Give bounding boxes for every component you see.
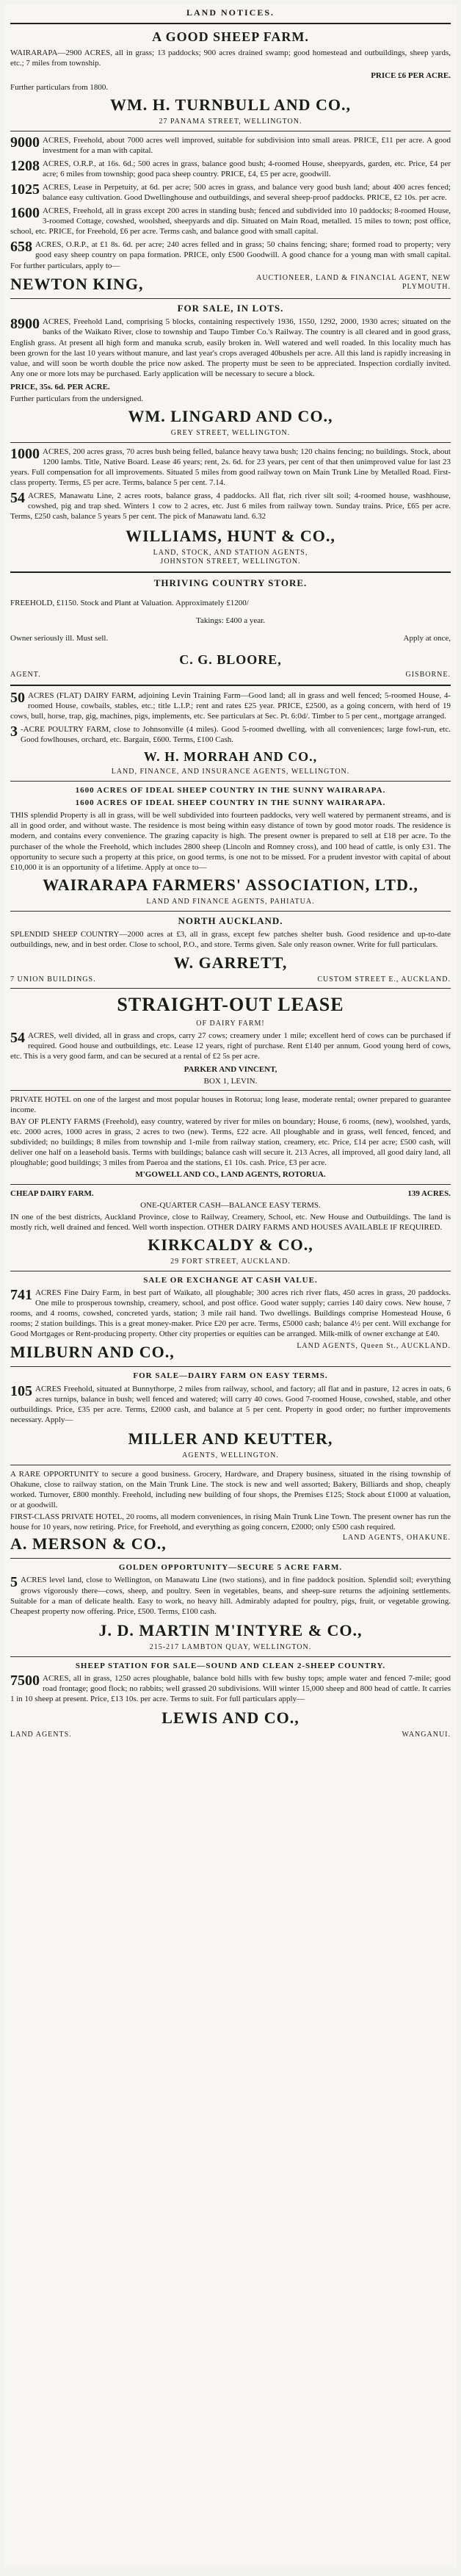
agent-town: GISBORNE. (405, 671, 451, 679)
agent-address: JOHNSTON STREET, WELLINGTON. (160, 558, 301, 566)
ad-body: THIS splendid Property is all in grass, will be well subdivided into fourteen paddocks, very well watered by permanent streams, and is all in good order, and without waste. The residence is most being within easy distance of town by good motor roads. The residence is modern, and contains every convenience. The grazing capacity is high. The present owner is prepared to sell at £18 per acre. To the purchaser of the whole the Freehold, which includes 2800 sheep (Lincoln and Romney cross), and 100 head of cattle, is only £31. The opportunity to secure such a property at this price, on good terms, is one not to be missed. For a prudent investor with capital of about £10,000 it is an opportunity of a lifetime. Apply at once to— (10, 811, 451, 872)
ad-title: CHEAP DAIRY FARM. (10, 1188, 94, 1198)
agent-name: MILLER AND KEUTTER, (128, 1429, 333, 1448)
agent-footer (10, 975, 451, 985)
listing (10, 1288, 451, 1339)
agent-address: CUSTOM STREET E., AUCKLAND. (317, 975, 451, 984)
listing (10, 239, 451, 270)
divider (10, 1366, 451, 1367)
divider (10, 911, 451, 912)
store-apply: Apply at once, (403, 634, 451, 643)
agent-name: LEWIS AND CO., (161, 1709, 300, 1728)
listing-text: ACRES, O.R.P., at £1 8s. 6d. per acre; 240 acres felled and in grass; 50 chains fencing; share; formed road to property; very good easy sheep country on papa formation. PRICE, only £500 Goodwill. A good chance for a young man with small capital. For further particulars, apply to— (10, 240, 451, 270)
agent-address: 215-217 LAMBTON QUAY, WELLINGTON. (149, 1642, 312, 1651)
listing-text: ACRES (FLAT) DAIRY FARM, adjoining Levin Training Farm—Good land; all in grass and well fenced; 5-roomed House, 4-roomed House, cowbails, stables, etc.; title L.I.P.; rent and rates £25 year. PRICE, £2500, as a going concern, with herd of 19 cows, bull, horse, trap, gig, machines, pigs, implements, etc. See particulars at Sec. Pt. 6:0d/. Timber to 5 per cent., mortgage arranged. (10, 690, 451, 721)
listing (10, 159, 451, 179)
ad-title: GOLDEN OPPORTUNITY—SECURE 5 ACRE FARM. (118, 1563, 343, 1573)
listing-text: ACRES, Manawatu Line, 2 acres roots, balance grass, 4 paddocks. All flat, rich river silt soil; 4-roomed house, washhouse, cowshed, pig and trap shed. Winters 1 cow to 2 acres, etc. Just 6 miles from railway town. Sunday trains. Price, £65 per acre. Terms, £250 cash, balance 5 years 5 per cent. The pick of Manawatu land. 6.32 (10, 491, 451, 522)
agent-town: WANGANUI. (402, 1731, 451, 1739)
listing-text: -ACRE POULTRY FARM, close to Johnsonville (4 miles). Good 5-roomed dwelling, with all conveniences; large fowl-run, etc. Good fowlhouses, orchard, etc. Bargain, £600. Terms, £100 Cash. (21, 725, 451, 745)
ad-title: SHEEP STATION FOR SALE—SOUND AND CLEAN 2-SHEEP COUNTRY. (75, 1661, 386, 1670)
divider (10, 1184, 451, 1185)
store-owner: Owner seriously ill. Must sell. (10, 634, 109, 643)
agent-address: 27 PANAMA STREET, WELLINGTON. (159, 117, 302, 126)
divider (10, 1558, 451, 1559)
store-takings: Takings: £400 a year. (196, 616, 265, 625)
agent-desc: AUCTIONEER, LAND & FINANCIAL AGENT, NEW PLYMOUTH. (256, 273, 451, 292)
agent-name: WILLIAMS, HUNT & CO., (126, 526, 335, 545)
listing (10, 690, 451, 721)
listing-acres: 1600 (10, 205, 40, 222)
agent-name: WM. H. TURNBULL AND CO., (110, 95, 351, 114)
listing-acres: 54 (10, 1029, 25, 1046)
agent-desc: LAND AGENTS, OHAKUNE. (342, 1534, 451, 1543)
agent-name: W. GARRETT, (173, 953, 288, 972)
agent-name: NEWTON KING, (10, 274, 144, 293)
ad-further: Further particulars from 1800. (10, 82, 109, 92)
ad-title: 1600 ACRES OF IDEAL SHEEP COUNTRY IN THE SUNNY WAIRARAPA. (75, 798, 386, 808)
listing (10, 1384, 451, 1425)
divider (10, 781, 451, 782)
listing-acres: 50 (10, 689, 25, 706)
listing-text: ACRES, Lease in Perpetuity, at 6d. per acre; 500 acres in grass, and balance very good bush land; about 400 acres fenced; balance easy cultivation. Good Dwellinghouse and outbuildings, and several sheep-proof paddocks. PRICE, £2 10s. per acre. (43, 182, 451, 203)
listing-text: ACRES level land, close to Wellington, on Manawatu Line (two stations), and in fine paddock position. Splendid soil; everything grows vigorously there—cows, sheep, and poultry. Seen in vegetables, beans, and sheep-sure returns the adjoining settlements. Suitable for a man of delicate health. Easy to work, no heavy hill. Admirably adapted for poultry, pigs, fruit, or vegetable growing. Cheapest property now offering. Price, £500. Terms, £100 cash. (10, 1576, 451, 1616)
ad-title: THRIVING COUNTRY STORE. (153, 577, 308, 589)
agent-name: WAIRARAPA FARMERS' ASSOCIATION, LTD., (43, 875, 418, 894)
divider (10, 298, 451, 299)
agent-desc: AGENTS, WELLINGTON. (182, 1451, 279, 1460)
ad-acres: 139 ACRES. (407, 1188, 451, 1198)
ad-title: A GOOD SHEEP FARM. (152, 29, 309, 45)
agent-role: AGENT. (10, 671, 41, 679)
listing-acres: 105 (10, 1382, 32, 1399)
agent-desc: LAND AGENTS, Queen St., AUCKLAND. (297, 1342, 451, 1351)
ad-subtitle: ONE-QUARTER CASH—BALANCE EASY TERMS. (140, 1200, 321, 1210)
agent-address: 7 UNION BUILDINGS. (10, 975, 96, 984)
listing-acres: 8900 (10, 316, 40, 333)
ad-subtitle: OF DAIRY FARM! (196, 1019, 265, 1028)
ad-body: WAIRARAPA—2900 ACRES, all in grass; 13 paddocks; 900 acres drained swamp; good homestead and outbuildings, sheep yards, etc.; 7 miles from township. (10, 48, 451, 68)
agent-name: PARKER AND VINCENT, (184, 1064, 277, 1074)
listing-text: ACRES Fine Dairy Farm, in best part of Waikato, all ploughable; 300 acres rich river flats, 450 acres in grass, 20 paddocks. One mile to prosperous township, creamery, school, and post office. Good water supply; carries 140 dairy cows. New house, 7 rooms, and 4 rooms, cowshed, concreted yards, station; 3 mile rail hand. Two dwellings. Buildings comprise Homestead House, 6 rooms; 2 station buildings. This is a great money-maker. Price £20 per acre. Terms, £5000 cash; balance 4½ per cent. Will exchange for Good Mortgages or Rent-producing property. Other city properties or equities can be arranged. Milk-milk of owner exchange at £40. (10, 1288, 451, 1339)
listing-acres: 5 (10, 1574, 18, 1591)
ad-further: Further particulars from the undersigned. (10, 394, 144, 403)
listing-text: ACRES, well divided, all in grass and crops, carry 27 cows; creamery under 1 mile; excellent herd of cows can be purchased if required. Good house and outbuildings, etc. Lease 12 years, right of purchase. Rent £140 per annum. Good young herd of cows, etc. This is a very good farm, and can be secured at a rental of £2 5s per acre. (10, 1031, 451, 1061)
divider (10, 442, 451, 443)
divider (10, 685, 451, 686)
agent-name: MILBURN AND CO., (10, 1343, 175, 1362)
listing (10, 1031, 451, 1061)
listing-acres: 7500 (10, 1672, 40, 1689)
section-header: LAND NOTICES. (186, 7, 275, 18)
agent-desc: LAND AND FINANCE AGENTS, PAHIATUA. (146, 897, 315, 906)
agent-name: J. D. MARTIN M'INTYRE & CO., (98, 1620, 363, 1639)
listing-acres: 1000 (10, 445, 40, 462)
ad-body: IN one of the best districts, Auckland Province, close to Railway, Creamery, School, etc. New House and Outbuildings. The land is mostly rich, well drained and fenced. Well worth inspection. OTHER DAIRY FARMS AND HOUSES AVAILABLE IF REQUIRED. (10, 1212, 451, 1232)
agent-desc: LAND, FINANCE, AND INSURANCE AGENTS, WELLINGTON. (111, 768, 350, 776)
listing-text: ACRES, Freehold Land, comprising 5 blocks, containing respectively 1936, 1550, 1292, 2000, 1930 acres; situated on the banks of the Waikato River, close to township and Taupo Timber Co.'s Railway. The country is all cleared and in good grass, English grass. At present all high form and manuka scrub, easily broken in. Well watered and well roaded. In this locality much has been grown for the last 10 years without manure, and last year's crops averaged 40bushels per acre. All this land is rapidly increasing in value, and will soon be worth double the price now asked. The property must be seen to be appreciated. Inspection cordially invited. Any one or more lots may be purchased. Early application will be necessary to secure a block. (10, 317, 451, 378)
divider (10, 988, 451, 989)
agent-name: M'GOWELL AND CO., LAND AGENTS, ROTORUA. (135, 1170, 326, 1180)
agent-address: GREY STREET, WELLINGTON. (170, 429, 291, 438)
agent-line (10, 274, 451, 295)
listing (10, 491, 451, 522)
listing (10, 206, 451, 237)
ad-title: 1600 ACRES OF IDEAL SHEEP COUNTRY IN THE SUNNY WAIRARAPA. (75, 786, 386, 795)
listing-group (10, 135, 451, 273)
divider (10, 23, 451, 24)
divider (10, 1090, 451, 1091)
agent-address: BOX 1, LEVIN. (203, 1076, 258, 1086)
listing-text: ACRES, Freehold, all in grass except 200 acres in standing bush; fenced and subdivided into 10 paddocks; 8-roomed House, 3-roomed Cottage, cowshed, woolshed, sheepyards and dip. Situated on Main Road, metalled. 15 miles to town; post office, school, etc. PRICE, for Freehold, £6 per acre. Terms cash, and balance good with small capital. (10, 206, 451, 237)
ad-title: FOR SALE, IN LOTS. (177, 302, 284, 314)
listing-acres: 54 (10, 490, 25, 507)
listing-acres: 1208 (10, 157, 40, 174)
listing (10, 182, 451, 203)
agent-name: C. G. BLOORE, (179, 652, 282, 668)
agent-line (10, 1534, 451, 1554)
store-owner-line (10, 633, 451, 643)
agent-name: KIRKCALDY & CO., (148, 1235, 313, 1254)
land-notices-column (4, 4, 457, 1743)
listing-acres: 3 (10, 724, 18, 740)
listing (10, 135, 451, 156)
listing-acres: 9000 (10, 134, 40, 151)
ad-title: STRAIGHT-OUT LEASE (117, 994, 344, 1016)
listing-text: ACRES, 200 acres grass, 70 acres bush being felled, balance heavy tawa bush; 120 chains fencing; no buildings. Stock, about 1200 lambs. Title, Native Board. Lease 46 years; rent, 2s. 6d. for 23 years, per cent of that then unimproved value for last 23 years. Full compensation for all improvements. Situated 5 miles from good railway town on Main Trunk Line by Metalled Road. First-class property. Terms, £5 per acre. Terms, balance 5 per cent. 7.14. (10, 447, 451, 488)
listing-acres: 1025 (10, 181, 40, 198)
newspaper-page (4, 4, 457, 2567)
ad-body: BAY OF PLENTY FARMS (Freehold), easy country, watered by river for miles on boundary; House, 6 rooms, (new), woolshed, yards, etc. 2000 acres, 1000 acres in grass, 2 acres to two (new). Terms, £22 acre. All ploughable and in grass, well fenced, fenced, and subdivided; no buildings; 8 miles from township and 1-mile from railway station, creamery, etc. Price, £14 per acre; £500 cash, will deliver one half on a leasehold basis. Terms with buildings; balance cash will secure it. 213 Acres, all improved, all good dairy land, all ploughable; good buildings; 3 miles from Paeroa and the stations, £1 10s. cash. Price, £3 per acre. (10, 1117, 451, 1168)
listing-acres: 658 (10, 239, 32, 256)
agent-address: 29 FORT STREET, AUCKLAND. (170, 1258, 291, 1266)
listing-acres: 741 (10, 1286, 32, 1303)
listing (10, 317, 451, 378)
listing-text: ACRES, all in grass, 1250 acres ploughable, balance bold hills with few bushy tops; ample water and fenced 7-mile; good road frontage; good flock; no rabbits; well grassed 20 subdivisions. Will winter 15,000 sheep and 800 head of cattle. It carries 1 in 10 sheep at present. Price, £13 10s. per acre. Terms to suit. For full particulars apply— (10, 1673, 451, 1703)
listing (10, 447, 451, 488)
divider (10, 571, 451, 573)
listing (10, 724, 451, 745)
ad-title: NORTH AUCKLAND. (178, 914, 283, 926)
agent-name: W. H. MORRAH AND CO., (143, 749, 318, 765)
listing (10, 1673, 451, 1704)
listing (10, 1575, 451, 1616)
ad-body: SPLENDID SHEEP COUNTRY—2000 acres at £3, all in grass, except few patches shelter bush. Good residence and up-to-date outbuildings, new, and in best order. Close to school, P.O., and store. Terms given. Sale only reason owner. Write for full particulars. (10, 930, 451, 950)
agent-footer (10, 1731, 451, 1740)
agent-name: WM. LINGARD AND CO., (128, 407, 333, 425)
ad-price: PRICE, 35s. 6d. PER ACRE. (10, 382, 110, 392)
ad-title: SALE OR EXCHANGE AT CASH VALUE. (143, 1275, 318, 1285)
ad-body: A RARE OPPORTUNITY to secure a good business. Grocery, Hardware, and Drapery business, situated in the rising township of Ohakune, close to railway station, on the Main Trunk Line. The stock is new and well assorted; Bakery, Billiards and shop, cheaply worked. Turnover, £800 monthly. Freehold, including new building of four shops, the Premises £125; Stock about £1000 at valuation, or at goodwill. (10, 1469, 451, 1510)
listing-text: ACRES, O.R.P., at 16s. 6d.; 500 acres in grass, balance good bush; 4-roomed House, sheepyards, garden, etc. Price, £4 per acre; 6 miles from township; good paca sheep country. PRICE, £4, £5 per acre, goodwill. (43, 159, 451, 178)
ad-body: PRIVATE HOTEL on one of the largest and most popular houses in Rotorua; long lease, moderate rental; owner prepared to guarantee income. (10, 1094, 451, 1114)
divider (10, 1656, 451, 1657)
agent-line (10, 1342, 451, 1363)
listing-text: ACRES, Freehold, about 7000 acres well improved, suitable for subdivision into small areas. PRICE, £11 per acre. A good investment for a man with capital. (43, 135, 451, 155)
listing-text: ACRES Freehold, situated at Bunnythorpe, 2 miles from railway, school, and factory; all flat and in pasture, 12 acres in oats, 6 acres turnips, balance in bush; well fenced and watered; will carry 40 cows. Good 7-roomed House, cowshed, stable, and other outbuildings. Price, £35 per acre. Terms, £2000 cash, and balance at 5 per cent. Property in good order; no further improvements necessary. Apply— (10, 1384, 451, 1424)
agent-desc: LAND AGENTS. (10, 1731, 72, 1739)
agent-footer (10, 671, 451, 680)
store-freehold: FREEHOLD, £1150. Stock and Plant at Valuation. Approximately £1200/ (10, 598, 249, 607)
ad-body: FIRST-CLASS PRIVATE HOTEL, 20 rooms, all modern conveniences, in rising Main Trunk Line Town. The present owner has run the house for 10 years, now retiring. Price, for Freehold, and everything as going concern, £2000; only £500 cash required. (10, 1512, 451, 1532)
agent-desc: LAND, STOCK, AND STATION AGENTS, (153, 548, 308, 557)
ad-price: PRICE £6 PER ACRE. (371, 71, 451, 80)
ad-title: FOR SALE—DAIRY FARM ON EASY TERMS. (133, 1371, 328, 1381)
ad-title-row (10, 1188, 451, 1199)
agent-name: A. MERSON & CO., (10, 1534, 167, 1554)
